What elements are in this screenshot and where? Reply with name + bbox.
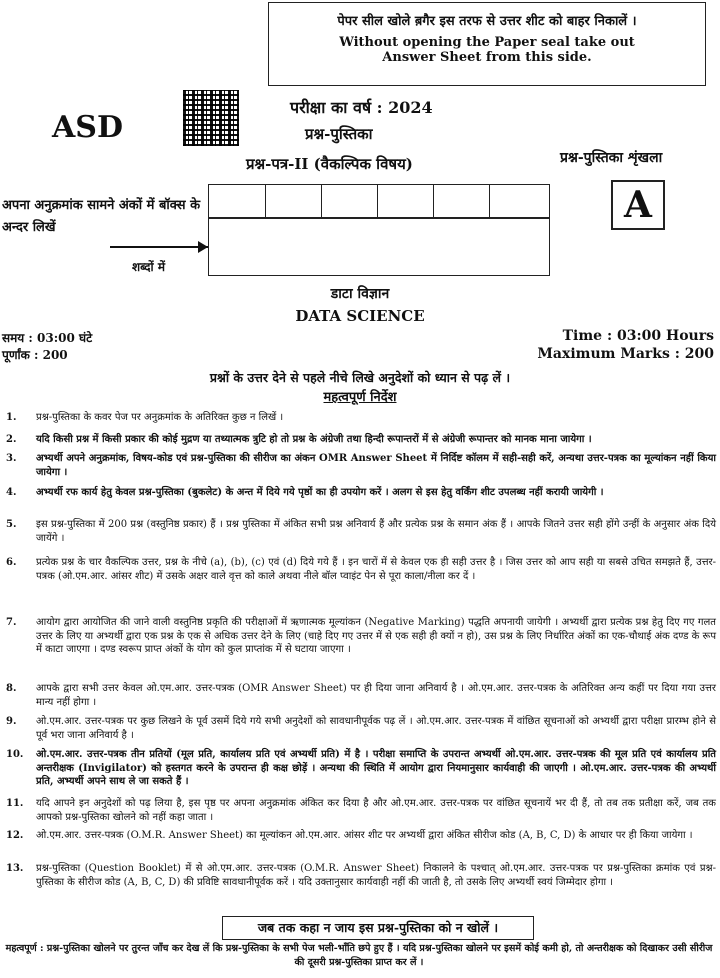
instruction-item: 1. प्रश्न-पुस्तिका के कवर पेज पर अनुक्रमांक के अतिरिक्त कुछ न लिखें ।	[6, 412, 284, 423]
instructions-intro: प्रश्नों के उत्तर देने से पहले नीचे लिखे अनुदेशों को ध्यान से पढ़ लें ।	[209, 370, 511, 385]
roll-digit-box[interactable]	[209, 185, 266, 217]
time-hindi: समय : 03:00 घंटे	[2, 331, 93, 345]
instruction-item: 2. यदि किसी प्रश्न में किसी प्रकार की कोई मुद्रण या तथ्यात्मक त्रुटि हो तो प्रश्न के अंग्रेजी तथा हिन्दी रूपान्तरों में से अंग्रेजी रूपान्तर को मानक माना जायेगा ।	[6, 434, 592, 445]
booklet-code: ASD	[52, 110, 123, 145]
seal-notice-box	[268, 2, 706, 86]
instruction-item: 13. प्रश्न-पुस्तिका (Question Booklet) में से ओ.एम.आर. उत्तर-पत्रक (O.M.R. Answer Sheet) निकालने के पश्चात् ओ.एम.आर. उत्तर-पत्रक पर प्रश्न-पुस्तिका क्रमांक एवं प्रश्न-पुस्तिका के सीरीज कोड (A, B, C, D) की प्रविष्टि सावधानीपूर्वक करें । यदि उक्तानुसार कार्यवाही नहीं की जाती है, तो उसके लिए अभ्यर्थी स्वयं जिम्मेदार होगा ।	[6, 863, 716, 888]
instructions-title: महत्वपूर्ण निर्देश	[323, 390, 397, 405]
roll-digit-box[interactable]	[265, 185, 322, 217]
instruction-item: 4. अभ्यर्थी रफ कार्य हेतु केवल प्रश्न-पुस्तिका (बुकलेट) के अन्त में दिये गये पृष्ठों का ही उपयोग करें । अलग से इस हेतु वर्किंग शीट उपलब्ध नहीं करायी जायेगी ।	[6, 487, 604, 498]
instruction-item: 11. यदि आपने इन अनुदेशों को पढ़ लिया है, इस पृष्ठ पर अपना अनुक्रमांक अंकित कर दिया है और ओ.एम.आर. उत्तर-पत्रक पर वांछित सूचनायें भर दी हैं, तो तब तक प्रतीक्षा करें, जब तक आपको प्रश्न-पुस्तिका खोलने को नहीं कहा जाता ।	[6, 798, 716, 823]
instruction-item: 8. आपके द्वारा सभी उत्तर केवल ओ.एम.आर. उत्तर-पत्रक (OMR Answer Sheet) पर ही दिया जाना अनिवार्य है । ओ.एम.आर. उत्तर-पत्रक के अतिरिक्त अन्य कहीं पर दिया गया उत्तर मान्य नहीं होगा ।	[6, 683, 716, 708]
subject-hindi: डाटा विज्ञान	[330, 286, 390, 302]
paper-label: प्रश्न-पत्र-II (वैकल्पिक विषय)	[246, 155, 413, 173]
series-value: A	[624, 184, 652, 226]
instruction-item: 3. अभ्यर्थी अपने अनुक्रमांक, विषय-कोड एवं प्रश्न-पुस्तिका की सीरीज का अंकन OMR Answer Sheet में निर्दिष्ट कॉलम में सही-सही करें, अन्यथा उत्तर-पत्रक का मूल्यांकन नहीं किया जायेगा ।	[6, 453, 716, 478]
roll-words-label: शब्दों में	[132, 260, 165, 274]
roll-number-words-box[interactable]	[208, 218, 550, 276]
instruction-item: 12. ओ.एम.आर. उत्तर-पत्रक (O.M.R. Answer Sheet) का मूल्यांकन ओ.एम.आर. आंसर शीट पर अभ्यर्थी द्वारा अंकित सीरीज कोड (A, B, C, D) के आधार पर ही किया जायेगा ।	[6, 830, 693, 841]
roll-digits-label: अपना अनुक्रमांक सामने अंकों में बॉक्स के अन्दर लिखें	[2, 198, 201, 235]
booklet-label: प्रश्न-पुस्तिका	[305, 125, 373, 143]
instruction-item: 10. ओ.एम.आर. उत्तर-पत्रक तीन प्रतियों (मूल प्रति, कार्यालय प्रति एवं अभ्यर्थी प्रति) में है । परीक्षा समाप्ति के उपरान्त अभ्यर्थी ओ.एम.आर. उत्तर-पत्रक की मूल प्रति एवं कार्यालय प्रति अन्तरीक्षक (Invigilator) को हस्तगत करने के उपरान्त ही कक्ष छोड़ें । अन्यथा की स्थिति में आयोग द्वारा नियमानुसार कार्यवाही की जाएगी । ओ.एम.आर. उत्तर-पत्रक की अभ्यर्थी प्रति, अभ्यर्थी अपने साथ ले जा सकते हैं ।	[6, 749, 716, 787]
qr-code-icon	[183, 90, 239, 146]
time-english: Time : 03:00 Hours	[562, 328, 714, 344]
exam-year: परीक्षा का वर्ष : 2024	[290, 98, 433, 117]
marks-hindi: पूर्णांक : 200	[2, 348, 68, 362]
roll-digit-box[interactable]	[433, 185, 490, 217]
instruction-item: 5. इस प्रश्न-पुस्तिका में 200 प्रश्न (वस्तुनिष्ठ प्रकार) हैं । प्रश्न पुस्तिका में अंकित सभी प्रश्न अनिवार्य हैं और प्रत्येक प्रश्न के समान अंक हैं । आपके जितने उत्तर सही होंगे उन्हीं के अनुसार अंक दिये जायेंगे ।	[6, 519, 716, 544]
instruction-item: 6. प्रत्येक प्रश्न के चार वैकल्पिक उत्तर, प्रश्न के नीचे (a), (b), (c) एवं (d) दिये गये हैं । इन चारों में से केवल एक ही सही उत्तर है । जिस उत्तर को आप सही या सबसे उचित समझते हैं, उत्तर-पत्रक (ओ.एम.आर. आंसर शीट) में उसके अक्षर वाले वृत्त को काले अथवा नीले बॉल प्वाइंट पेन से पूरा काला/नीला कर दें ।	[6, 557, 716, 582]
roll-number-digit-boxes[interactable]	[208, 184, 550, 218]
do-not-open-box	[222, 916, 534, 940]
roll-digit-box[interactable]	[377, 185, 434, 217]
seal-notice-hindi: पेपर सील खोले ब़गैर इस तरफ से उत्तर शीट को बाहर निकालें ।	[337, 14, 637, 29]
marks-english: Maximum Marks : 200	[537, 346, 714, 362]
instruction-item: 9. ओ.एम.आर. उत्तर-पत्रक पर कुछ लिखने के पूर्व उसमें दिये गये सभी अनुदेशों को सावधानीपूर्वक पढ़ लें । ओ.एम.आर. उत्तर-पत्रक में वांछित सूचनाओं को अभ्यर्थी द्वारा परीक्षा प्रारम्भ होने से पूर्व भरा जाना अनिवार्य है ।	[6, 716, 716, 741]
roll-arrow-head-icon	[198, 241, 208, 253]
do-not-open-text: जब तक कहा न जाय इस प्रश्न-पुस्तिका को न खोलें ।	[257, 920, 499, 935]
instruction-item: 7. आयोग द्वारा आयोजित की जाने वाली वस्तुनिष्ठ प्रकृति की परीक्षाओं में ऋणात्मक मूल्यांकन (Negative Marking) पद्धति अपनायी जायेगी । अभ्यर्थी द्वारा प्रत्येक प्रश्न हेतु दिए गए गलत उत्तर के लिए या अभ्यर्थी द्वारा एक प्रश्न के एक से अधिक उत्तर देने के लिए (चाहे दिए गए उत्तर में से एक सही ही क्यों न हो), उस प्रश्न के लिए निर्धारित अंकों का एक-चौथाई अंक दण्ड के रूप में काटा जाएगा । दण्ड स्वरूप प्राप्त अंकों के योग को कुल प्राप्तांक में से घटाया जाएगा ।	[6, 617, 716, 655]
series-label: प्रश्न-पुस्तिका शृंखला	[560, 150, 663, 166]
roll-arrow-icon	[110, 246, 208, 248]
footer-note: महत्वपूर्ण : प्रश्न-पुस्तिका खोलने पर तुरन्त जाँच कर देख लें कि प्रश्न-पुस्तिका के सभी पेज भली-भाँति छपे हुए हैं । यदि प्रश्न-पुस्तिका खोलने पर इसमें कोई कमी हो, तो अन्तरीक्षक को दिखाकर उसी सीरीज की दूसरी प्रश्न-पुस्तिका प्राप्त कर लें ।	[5, 943, 713, 968]
seal-notice-english: Without opening the Paper seal take out Answer Sheet from this side.	[339, 35, 635, 65]
series-value-box	[611, 180, 665, 230]
subject-english: DATA SCIENCE	[295, 307, 425, 325]
roll-digit-box[interactable]	[321, 185, 378, 217]
